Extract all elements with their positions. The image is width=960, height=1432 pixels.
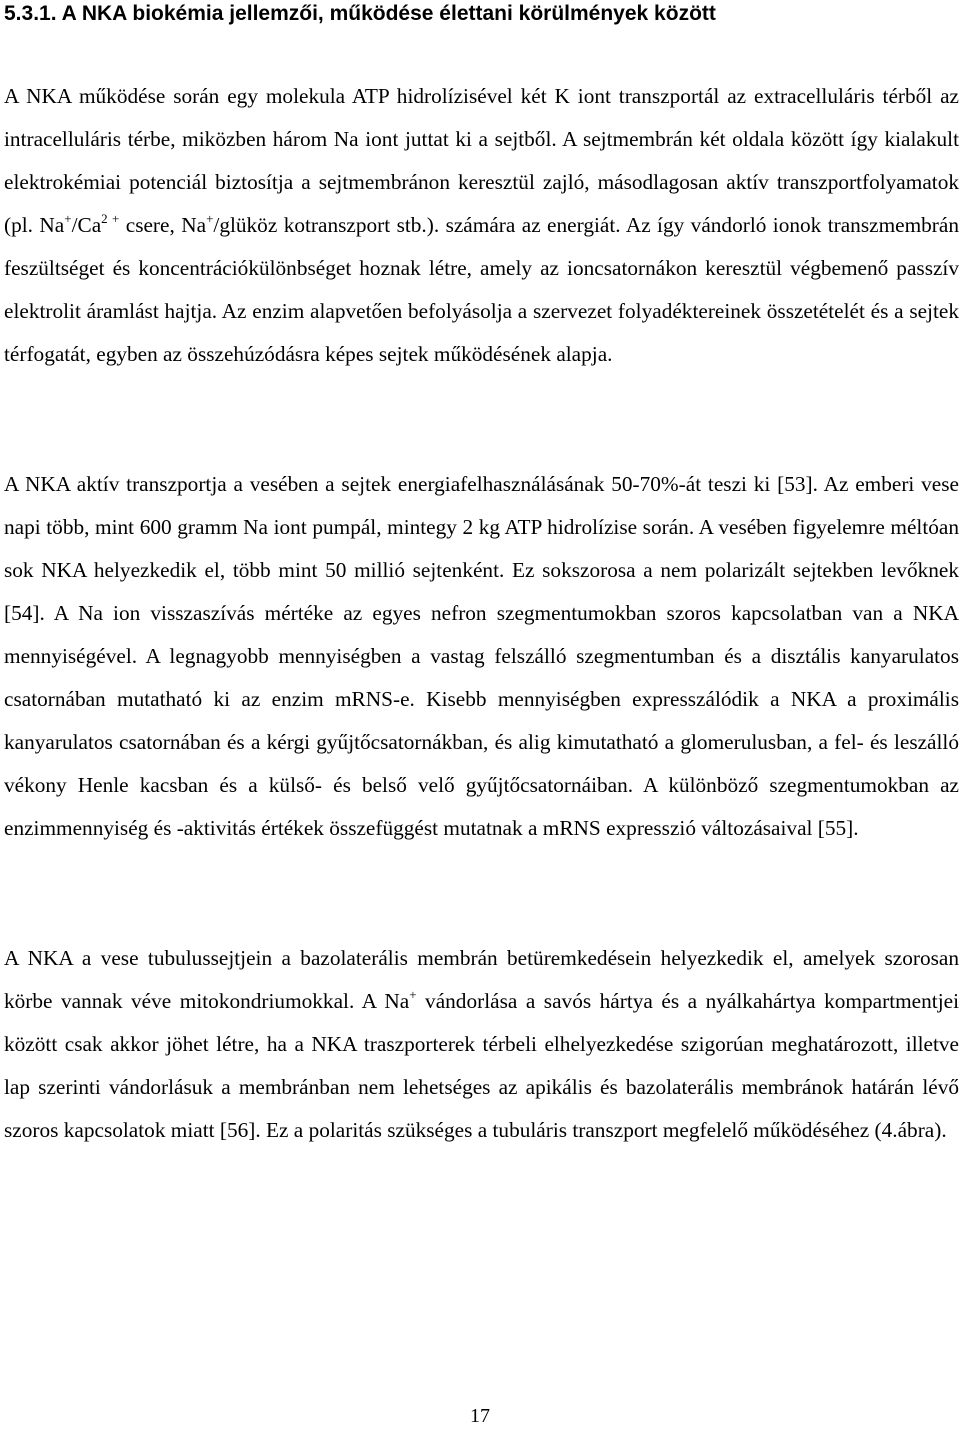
section-heading: 5.3.1. A NKA biokémia jellemzői, működése élettani körülmények között xyxy=(4,2,716,25)
paragraph-3 xyxy=(4,937,959,1152)
superscript-plus: + xyxy=(409,987,417,1002)
page-number: 17 xyxy=(470,1405,490,1427)
paragraph-1 xyxy=(4,75,959,376)
paragraph-1-text-a: A NKA működése során egy molekula ATP hidrolízisével két K iont transzportál az extracelluláris térből az intracelluláris térbe, miközben három Na iont juttat ki a sejtből. A sejtmembrán két oldala között így kialakult elektrokémiai potenciál biztosítja a sejtmembránon keresztül zajló, másodlagosan aktív transzportfolyamatok (pl. Na xyxy=(4,84,959,237)
superscript-plus: + xyxy=(64,211,72,226)
superscript-plus: + xyxy=(206,211,214,226)
paragraph-1-text-d: /glüköz kotranszport stb.). számára az energiát. Az így vándorló ionok transzmembrán feszültséget és koncentrációkülönbséget hoznak létre, amely az ioncsatornákon keresztül végbemenő passzív elektrolit áramlást hajtja. Az enzim alapvetően befolyásolja a szervezet folyadéktereinek összetételét és a sejtek térfogatát, egyben az összehúzódásra képes sejtek működésének alapja. xyxy=(4,213,959,366)
paragraph-3-text-b: vándorlása a savós hártya és a nyálkahártya kompartmentjei között csak akkor jöhet létre, ha a NKA traszporterek térbeli elhelyezkedése szigorúan meghatározott, illetve lap szerinti vándorlásuk a membránban nem lehetséges az apikális és bazolaterális membránok határán lévő szoros kapcsolatok miatt [56]. Ez a polaritás szükséges a tubuláris transzport megfelelő működéséhez (4.ábra). xyxy=(4,989,959,1142)
paragraph-3-text-a: A NKA a vese tubulussejtjein a bazolaterális membrán betüremkedésein helyezkedik el, amelyek szorosan körbe vannak véve mitokondriumokkal. A Na xyxy=(4,946,959,1013)
superscript-charge: 2 + xyxy=(101,211,120,226)
paragraph-1-text-b: /Ca xyxy=(71,213,102,237)
paragraph-1-text-c: csere, Na xyxy=(119,213,207,237)
paragraph-2: A NKA aktív transzportja a vesében a sejtek energiafelhasználásának 50-70%-át teszi ki [53]. Az emberi vese napi több, mint 600 gramm Na iont pumpál, mintegy 2 kg ATP hidrolízise során. A vesében figyelemre méltóan sok NKA helyezkedik el, több mint 50 millió sejtenként. Ez sokszorosa a nem polarizált sejtekben levőknek [54]. A Na ion visszaszívás mértéke az egyes nefron szegmentumokban szoros kapcsolatban van a NKA mennyiségével. A legnagyobb mennyiségben a vastag felszálló szegmentumban és a disztális kanyarulatos csatornában mutatható ki az enzim mRNS-e. Kisebb mennyiségben expresszálódik a NKA a proximális kanyarulatos csatornában és a kérgi gyűjtőcsatornákban, és alig kimutatható a glomerulusban, a fel- és leszálló vékony Henle kacsban és a külső- és belső velő gyűjtőcsatornáiban. A különböző szegmentumokban az enzimmennyiség és -aktivitás értékek összefüggést mutatnak a mRNS expresszió változásaival [55]. xyxy=(4,472,959,840)
